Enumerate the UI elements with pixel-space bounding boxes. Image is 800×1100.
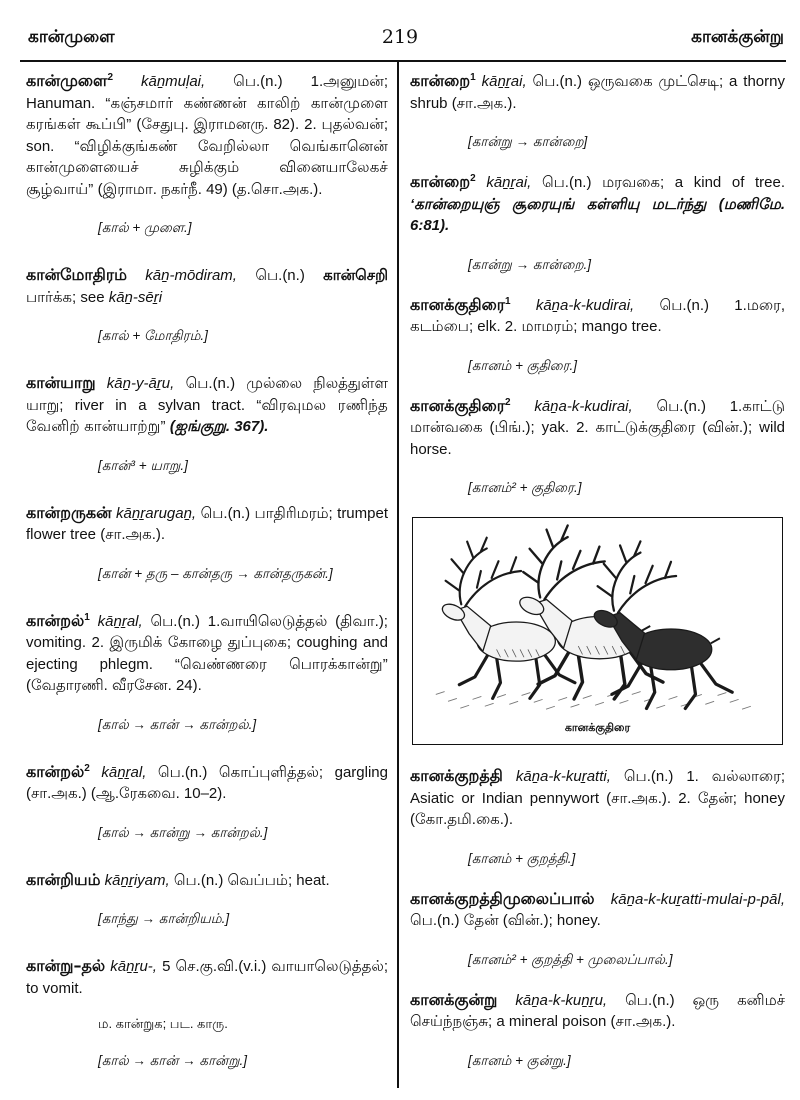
figure-caption: கானக்குதிரை [564,721,631,735]
transliteration: kāṉa-k-kuṟatti, [515,768,611,786]
cognate-forms: ம. கான்றுக; பட. காரு. [98,1016,228,1031]
headword: கானக்குதிரை [410,294,505,314]
dictionary-entry [26,70,388,237]
definition-text: பெ.(n.) ஒருவகை முட்செடி; a thorny shrub (சா.அக.). [410,73,785,112]
entry-definition [26,869,388,892]
reindeer-leg [612,662,643,695]
quotation: “விழிக்குங்கண் வேறில்லா வெங்கானென் கான்முளையைச் சுழிக்கும் வினையாலேகச் சூழ்வாய்” [26,137,389,198]
entry-definition [410,989,785,1033]
etymology: [கால் + மோதிரம்.] [98,328,208,343]
homonym-number: 2 [107,72,114,83]
entry-definition [26,70,388,200]
ground-hatch [730,700,739,703]
transliteration: kāṉa-k-kudirai, [535,296,635,314]
header-rule [20,60,786,62]
reindeer-antler [477,571,481,588]
headword: கான்றல் [26,761,85,781]
headword: கான்முளை [26,71,108,90]
etymology: [கால் → கான் → கான்று.] [98,1053,247,1068]
homonym-number: 1 [504,295,511,307]
reindeer-antler [598,586,612,596]
cross-reference-headword: கான்செறி [323,267,389,284]
headword: கான்யாறு [26,373,96,392]
definition-text: பெ.(n.) கொப்புளித்தல்; gargling (சா.அக.) (ஆ.ரேகவை. 10–2). [26,763,388,802]
ground-hatch [742,706,751,709]
reindeer-antler [446,581,460,591]
transliteration: kāṉṟal, [101,763,147,781]
reindeer-leg [574,655,582,699]
transliteration: kāṉṟu-, [110,958,157,975]
dictionary-entry [410,395,785,498]
transliteration: kāṉṟal, [97,612,143,630]
entry-definition [410,70,785,114]
reindeer-antler [557,562,561,580]
ground-hatch [460,706,469,709]
dictionary-entry [26,502,388,583]
homonym-number: 2 [470,173,476,185]
dictionary-entry [26,264,388,345]
reindeer-antler [530,549,543,564]
page-number: 219 [381,26,419,48]
dictionary-entry [410,765,785,868]
etymology: [கானம்² + குறத்தி + முலைப்பால்.] [468,951,673,967]
headword: கான்றல் [26,610,85,630]
ground-hatch [705,702,714,705]
dictionary-entry [26,869,388,929]
definition-text: பெ.(n.) முல்லை நிலத்துள்ள யாறு; river in a sylvan tract. [26,375,388,414]
definition-text: பார்க்க; see [26,288,105,306]
transliteration: kāṉmuḷai, [140,73,206,90]
definition-text: பெ.(n.) வெப்பம்; heat. [173,871,330,889]
entry-definition [26,610,388,697]
reindeer-figure [412,517,783,745]
ground-hatch [632,692,641,695]
definition-text: 5 செ.கு.வி.(v.i.) வாயாலெடுத்தல்; to vomit. [26,958,388,997]
etymology: [கான்று → கான்றை.] [468,256,592,272]
ground-hatch [669,697,678,700]
ground-hatch [583,696,592,699]
transliteration: kāṉ-sēṟi [108,288,163,306]
etymology: [கான் + தரு – கான்தரு → கான்தருகன்.] [98,565,333,581]
ground-hatch [473,697,482,700]
headword: கான்று–தல் [26,956,106,975]
reindeer-leg [459,654,488,685]
etymology: [கானம் + குதிரை.] [468,357,578,373]
reindeer-antler [492,561,499,578]
quotation: “வெண்ணரை பொரக்கான்று” [174,655,388,673]
etymology: [கால் → கான்று → கான்றல்.] [98,824,268,840]
reindeer-leg [700,662,733,693]
reindeer-leg [493,657,501,698]
definition-text: பெ.(n.) ஒரு கனிமச் செய்ந்நஞ்சு; a mineral poison (சா.அக.). [410,991,786,1031]
left-guide-word: கான்முளை [28,27,115,47]
dictionary-entry [410,989,785,1070]
entry-definition [26,955,388,999]
etymology: [கானம் + குன்று.] [468,1052,571,1068]
transliteration: kāṉa-k-kuṟatti-mulai-p-pāl, [610,890,785,908]
ground-hatch [571,705,580,708]
reindeer-antler [451,559,463,573]
transliteration: kāṉṟiyam, [104,871,170,889]
ground-hatch [546,706,555,709]
transliteration: kāṉa-k-kuṉṟu, [515,991,608,1009]
dictionary-entry [26,610,388,734]
entry-definition [410,888,785,932]
entry-definition [26,761,388,805]
ground-hatch [595,703,604,706]
transliteration: kāṉ-mōdiram, [145,267,237,284]
entry-definition [410,395,785,461]
transliteration: kāṉṟai, [481,73,527,90]
definition-text: பெ.(n.) தேன் (வின்.); honey. [410,912,601,930]
headword: கான்றை [410,172,471,192]
homonym-number: 1 [470,72,476,83]
definition-text: பெ.(n.) மரவகை; a kind of tree. [541,174,785,192]
entry-definition [26,502,388,546]
ground-hatch [522,693,531,696]
etymology: [காந்து → கான்றியம்.] [98,911,230,926]
definition-text: பெ.(n.) 1. வல்லாரை; Asiatic or Indian pennywort (சா.அக.). 2. தேன்; honey (கோ.தமி.கை.). [410,768,786,829]
reindeer-illustration [413,522,782,718]
reindeer-antler [630,576,634,593]
reindeer-antler [620,546,626,562]
etymology: [கான்று → கான்றை] [468,134,588,149]
dictionary-entry [26,761,388,842]
reindeer-antler [467,542,473,558]
dictionary-entry [410,70,785,151]
reindeer-leg [685,666,695,709]
definition-text: (சேதுபு. இராமனரு. 82). 2. புதல்வன்; son. [26,116,388,155]
ground-hatch [436,692,445,695]
definition-text: (வேதாரணி. வீரசேன. 24). [26,677,202,694]
citation: ‘கான்றையுஞ் சூரையுங் கள்ளியு மடர்ந்து (மணிமே. 6:81). [410,195,785,235]
quotation: “கஞ்சமார் கண்ணன் காலிற் கான்முளை கரங்கள் கூப்பி” [26,94,388,133]
right-column [410,70,785,1070]
ground-hatch [448,699,457,702]
ground-hatch [656,706,665,709]
transliteration: kāṉa-k-kudirai, [534,397,633,415]
reindeer-antler [547,530,553,547]
reindeer-leg [530,657,540,698]
homonym-number: 1 [84,611,90,623]
definition-text: பெ.(n.) 1.காட்டு மான்வகை (பிங்.); yak. 2. காட்டுக்குதிரை (வின்.); wild horse. [410,397,785,458]
dictionary-entry [26,372,388,475]
etymology: [கால் + முளை.] [98,220,192,235]
definition-text: பெ.(n.) [255,267,305,284]
entry-definition [410,765,785,831]
definition-text: பெ.(n.) 1.அனுமன்; Hanuman. [26,73,388,112]
citation: (ஐங்குறு. 367). [169,418,269,435]
etymology: [கால் → கான் → கான்றல்.] [98,716,257,732]
reindeer-leg [647,666,655,709]
transliteration: kāṉṟai, [486,174,532,192]
ground-hatch [718,693,727,696]
ground-hatch [485,704,494,707]
ground-hatch [620,701,629,704]
reindeer-antler [646,566,653,583]
dictionary-entry [410,294,785,375]
ground-hatch [558,698,567,701]
reindeer-tail [711,638,720,643]
etymology: [கானம் + குறத்தி.] [468,850,576,866]
ground-hatch [509,702,518,705]
ground-hatch [534,700,543,703]
etymology: [கான்³ + யாறு.] [98,457,188,473]
quotation: “விரவுமல ரணிந்த வேனிற் கான்யாற்று” [26,396,389,435]
headword: கானக்குதிரை [410,395,505,415]
dictionary-entry [410,171,785,274]
definition-text: பெ.(n.) 1.மரை, கடம்பை; elk. 2. மாமரம்; mango tree. [410,296,785,336]
headword: கான்றருகன் [26,502,112,522]
headword: கானக்குறத்திமுலைப்பால் [410,888,595,908]
etymology: [கானம்² + குதிரை.] [468,480,582,496]
ground-hatch [497,695,506,698]
transliteration: kāṉṟarugaṉ, [116,504,197,522]
reindeer-antler [604,564,616,578]
entry-definition [410,294,785,338]
headword: கான்றியம் [26,869,101,889]
homonym-number: 2 [504,396,511,408]
reindeer-antler [510,558,516,574]
headword: கான்மோதிரம் [26,265,127,284]
headword: கானக்குறத்தி [410,766,503,786]
reindeer-antler [573,551,580,569]
dictionary-entry [26,955,388,1070]
definition-text: (இராமா. நகர்நீ. 49) (த.சொ.அக.). [97,180,323,198]
definition-text: பெ.(n.) பாதிரிமரம்; trumpet flower tree (சா.அக.). [26,504,388,543]
headword: கான்றை [410,71,471,90]
right-guide-word: கானக்குன்று [691,27,784,47]
headword: கானக்குன்று [410,989,498,1009]
homonym-number: 2 [84,762,90,774]
transliteration: kāṉ-y-āṟu, [106,375,175,392]
definition-text: பெ.(n.) 1.வாயிலெடுத்தல் (திவா.); vomiting. 2. இருமிக் கோழை துப்புகை; coughing and ejecting phlegm. [26,612,388,673]
entry-definition [26,372,388,438]
entry-definition [26,264,388,308]
dictionary-entry [410,888,785,969]
column-divider [397,61,399,1088]
entry-definition [410,171,785,237]
reindeer-antler [523,572,538,583]
left-column [26,70,388,1070]
